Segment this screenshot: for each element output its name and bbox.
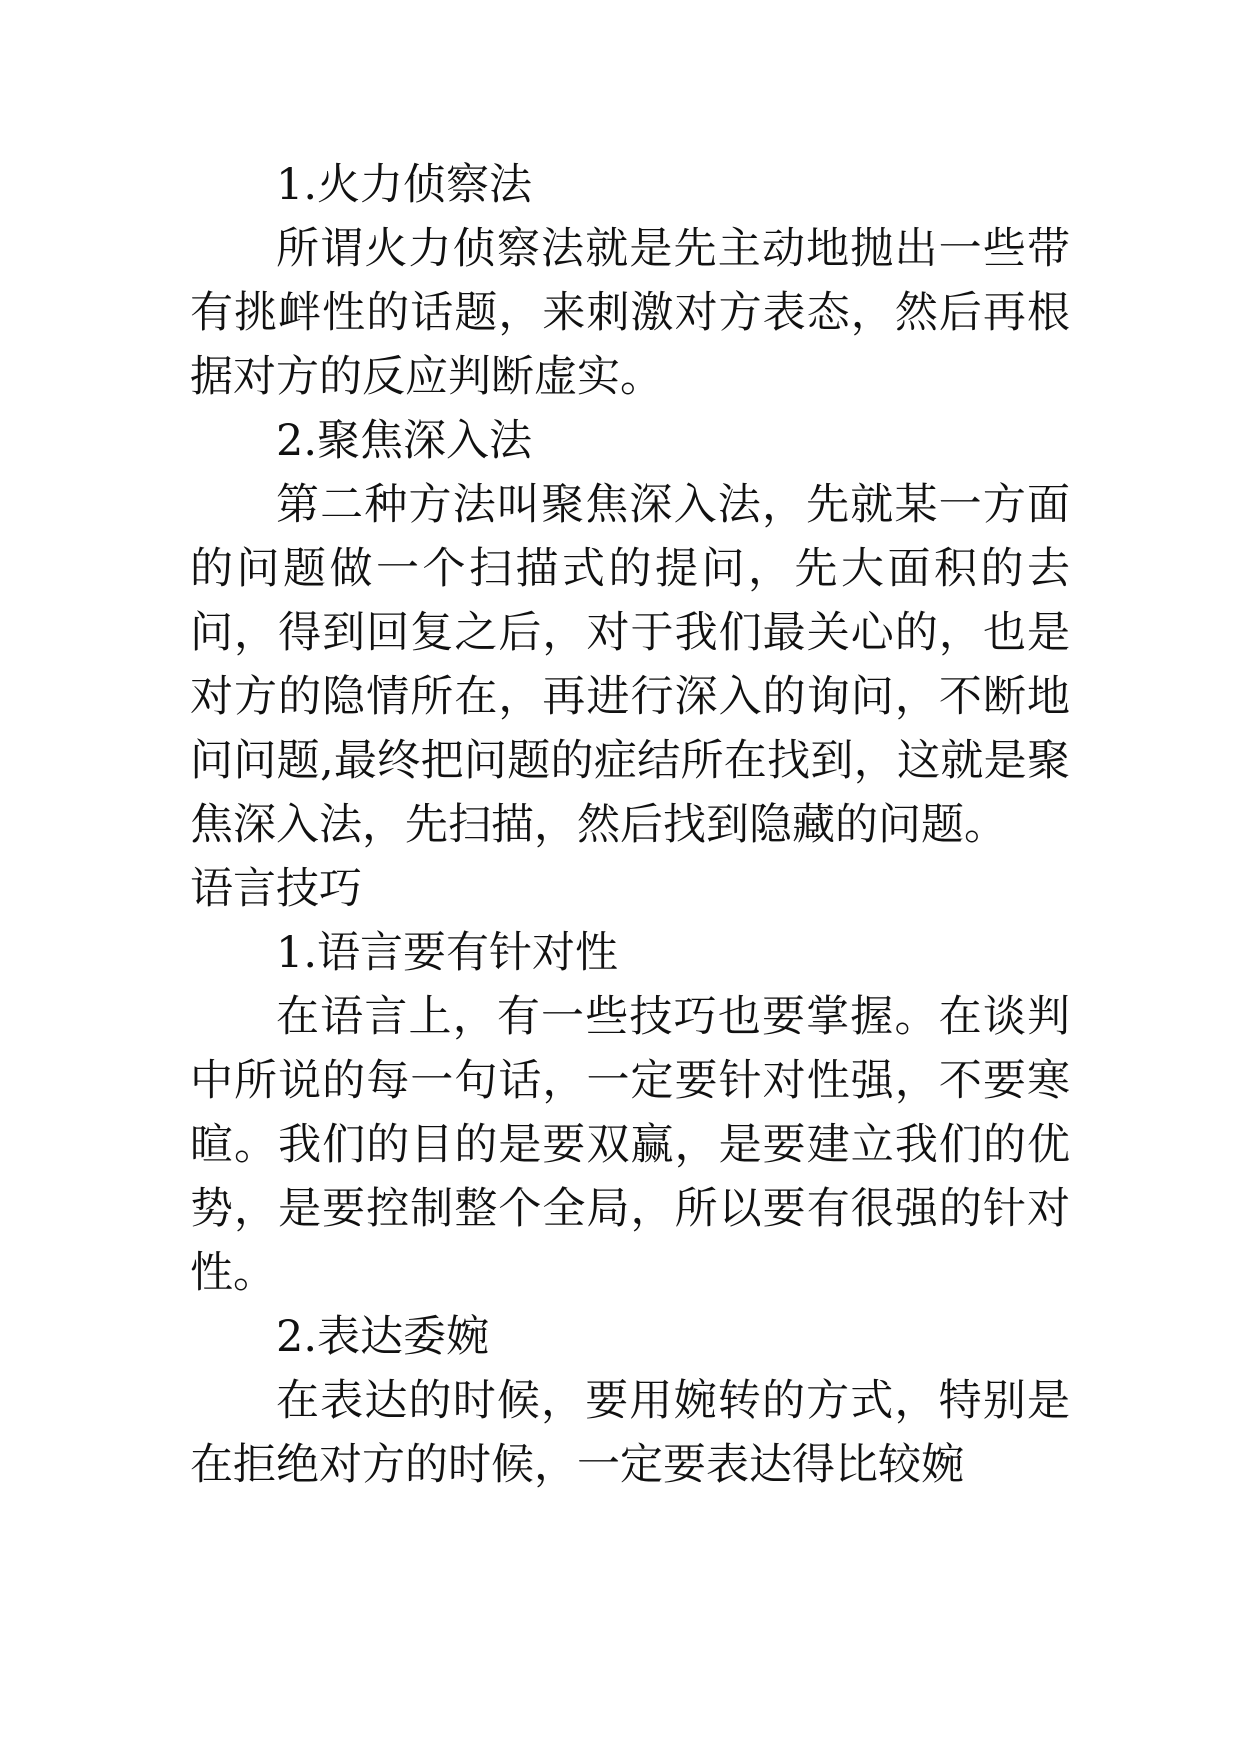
- paragraph-fire-reconnaissance: 所谓火力侦察法就是先主动地抛出一些带有挑衅性的话题，来刺激对方表态，然后再根据对方的反应判断虚实。: [190, 224, 1070, 402]
- section-heading-language-skills: 语言技巧: [190, 864, 362, 914]
- subheading-focus-deepening: 2.聚焦深入法: [276, 416, 533, 466]
- subheading-fire-reconnaissance: 1.火力侦察法: [276, 160, 533, 210]
- document-body: [190, 153, 1070, 1497]
- paragraph-targeted-language: 在语言上，有一些技巧也要掌握。在谈判中所说的每一句话，一定要针对性强，不要寒暄。我们的目的是要双赢，是要建立我们的优势，是要控制整个全局，所以要有很强的针对性。: [190, 992, 1070, 1298]
- subheading-targeted-language: 1.语言要有针对性: [276, 928, 619, 978]
- paragraph-focus-deepening: 第二种方法叫聚焦深入法，先就某一方面的问题做一个扫描式的提问，先大面积的去问，得到回复之后，对于我们最关心的，也是对方的隐情所在，再进行深入的询问，不断地问问题,最终把问题的症结所在找到，这就是聚焦深入法，先扫描，然后找到隐藏的问题。: [190, 480, 1070, 850]
- subheading-tactful-expression: 2.表达委婉: [276, 1312, 490, 1362]
- paragraph-tactful-expression: 在表达的时候，要用婉转的方式，特别是在拒绝对方的时候，一定要表达得比较婉: [190, 1376, 1070, 1490]
